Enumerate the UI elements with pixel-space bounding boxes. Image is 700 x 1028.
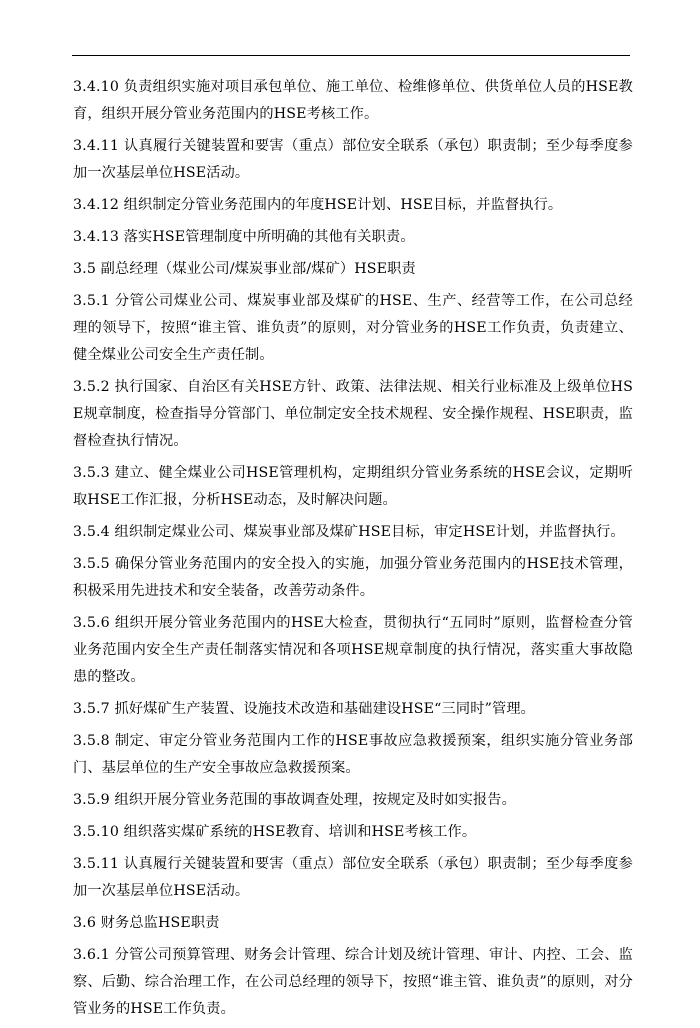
document-body bbox=[73, 74, 633, 1028]
header-rule bbox=[72, 55, 630, 56]
paragraph-3-4-10: 3.4.10 负责组织实施对项目承包单位、施工单位、检维修单位、供货单位人员的HSE教育，组织开展分管业务范围内的HSE考核工作。 bbox=[73, 79, 633, 122]
paragraph-3-6-1: 3.6.1 分管公司预算管理、财务会计管理、综合计划及统计管理、审计、内控、工会、监察、后勤、综合治理工作，在公司总经理的领导下，按照“谁主管、谁负责”的原则，对分管业务的HSE工作负责。 bbox=[73, 947, 633, 1017]
paragraph-3-5-6: 3.5.6 组织开展分管业务范围内的HSE大检查，贯彻执行“五同时”原则，监督检查分管业务范围内安全生产责任制落实情况和各项HSE规章制度的执行情况，落实重大事故隐患的整改。 bbox=[73, 615, 633, 685]
paragraph-3-5-9: 3.5.9 组织开展分管业务范围的事故调查处理，按规定及时如实报告。 bbox=[73, 792, 516, 808]
paragraph-3-5-11: 3.5.11 认真履行关键装置和要害（重点）部位安全联系（承包）职责制；至少每季度参加一次基层单位HSE活动。 bbox=[73, 856, 633, 899]
paragraph-3-4-11: 3.4.11 认真履行关键装置和要害（重点）部位安全联系（承包）职责制；至少每季度参加一次基层单位HSE活动。 bbox=[73, 138, 633, 181]
paragraph-3-5-4: 3.5.4 组织制定煤业公司、煤炭事业部及煤矿HSE目标，审定HSE计划，并监督执行。 bbox=[73, 524, 625, 540]
paragraph-3-4-13: 3.4.13 落实HSE管理制度中所明确的其他有关职责。 bbox=[73, 229, 415, 245]
paragraph-3-5-1: 3.5.1 分管公司煤业公司、煤炭事业部及煤矿的HSE、生产、经营等工作，在公司总经理的领导下，按照“谁主管、谁负责”的原则，对分管业务的HSE工作负责，负责建立、健全煤业公司安全生产责任制。 bbox=[73, 293, 633, 363]
section-heading-3-5: 3.5 副总经理（煤业公司/煤炭事业部/煤矿）HSE职责 bbox=[73, 261, 416, 277]
paragraph-3-5-3: 3.5.3 建立、健全煤业公司HSE管理机构，定期组织分管业务系统的HSE会议，定期听取HSE工作汇报，分析HSE动态，及时解决问题。 bbox=[73, 465, 633, 508]
section-heading-3-6: 3.6 财务总监HSE职责 bbox=[73, 915, 220, 931]
paragraph-3-5-7: 3.5.7 抓好煤矿生产装置、设施技术改造和基础建设HSE“三同时”管理。 bbox=[73, 701, 535, 717]
paragraph-3-5-2: 3.5.2 执行国家、自治区有关HSE方针、政策、法律法规、相关行业标准及上级单位HSE规章制度，检查指导分管部门、单位制定安全技术规程、安全操作规程、HSE职责，监督检查执行情况。 bbox=[73, 379, 633, 449]
paragraph-3-5-10: 3.5.10 组织落实煤矿系统的HSE教育、培训和HSE考核工作。 bbox=[73, 824, 477, 840]
paragraph-3-5-5: 3.5.5 确保分管业务范围内的安全投入的实施，加强分管业务范围内的HSE技术管理，积极采用先进技术和安全装备，改善劳动条件。 bbox=[73, 556, 633, 599]
paragraph-3-4-12: 3.4.12 组织制定分管业务范围内的年度HSE计划、HSE目标，并监督执行。 bbox=[73, 197, 563, 213]
paragraph-3-5-8: 3.5.8 制定、审定分管业务范围内工作的HSE事故应急救援预案，组织实施分管业务部门、基层单位的生产安全事故应急救援预案。 bbox=[73, 733, 633, 776]
